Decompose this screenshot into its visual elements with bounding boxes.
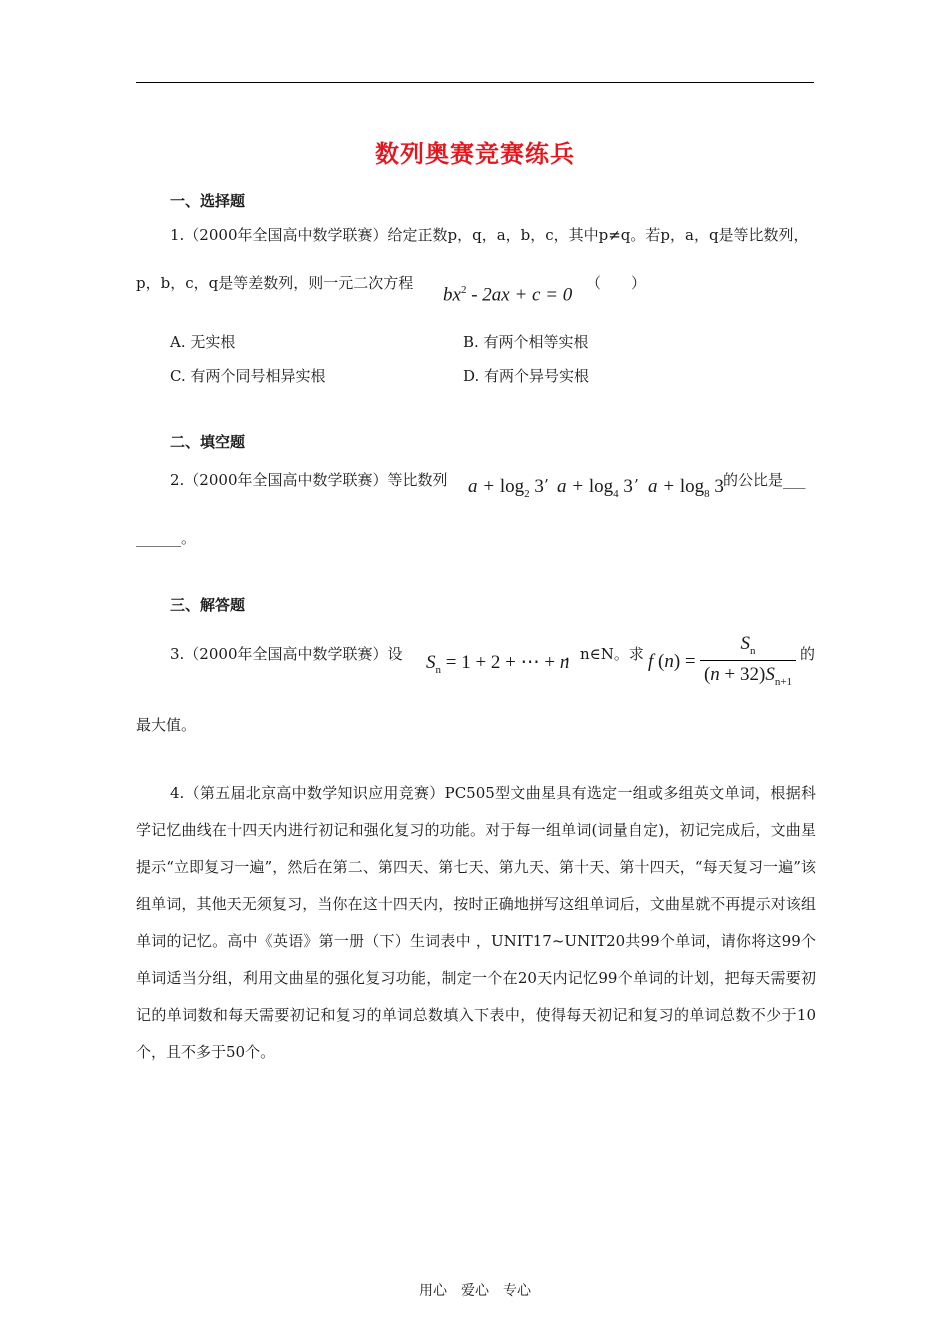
fraction-numerator: $S_n$ (740, 633, 756, 657)
question-3-sum-formula: $S_n = 1 + 2$ + ⋯ + n (426, 652, 570, 676)
question-3-prefix: 3.（2000年全国高中数学联赛）设 (170, 645, 403, 663)
section-heading-solution: 三、解答题 (170, 596, 246, 614)
option-a: A. 无实根 (170, 333, 236, 351)
question-2-term-2: $a + \log_4 3$ (557, 476, 633, 500)
section-heading-fill: 二、填空题 (170, 433, 246, 451)
option-c: C. 有两个同号相异实根 (170, 367, 326, 385)
question-1-equation: $bx^2 - 2ax + c = 0$ (443, 284, 573, 306)
question-4-paragraph: 4.（第五届北京高中数学知识应用竞赛）PC505型文曲星具有选定一组或多组英文单词，根据科学记忆曲线在十四天内进行初记和强化复习的功能。对于每一组单词(词量自定)，初记完成后，文曲星提示“立即复习一遍”，然后在第二、第四天、第七天、第九天、第十天、第十四天，“每天复习一遍”该组单词，其他天无须复习，当你在这十四天内，按时正确地拼写这组单词后，文曲星就不再提示对该组单词的记忆。高中《英语》第一册（下）生词表中 ，UNIT17~UNIT20共99个单词，请你将这99个单词适当分组，利用文曲星的强化复习功能，制定一个在20天内记忆99个单词的计划，把每天需要初记的单词数和每天需要初记和复习的单词总数填入下表中，使得每天初记和复习的单词总数不少于10个，且不多于50个。 (136, 784, 816, 1061)
fraction-bar (700, 660, 796, 661)
option-d: D. 有两个异号实根 (463, 367, 590, 385)
question-3-middle: ，n∈N。求 (565, 645, 644, 663)
question-2-suffix: 的公比是___ (723, 471, 806, 489)
fraction-denominator: $(n + 32)S_{n+1}$ (703, 663, 793, 688)
question-1-line-1: 1.（2000年全国高中数学联赛）给定正数p，q，a，b，c，其中p≠q。若p，a，q是等比数列， (170, 226, 809, 244)
question-3-fraction (700, 633, 796, 688)
question-3-end: 最大值。 (136, 716, 197, 734)
question-2-term-3: $a + \log_8 3$ (648, 476, 724, 500)
option-b: B. 有两个相等实根 (463, 333, 589, 351)
question-1-line-2: p，b，c，q是等差数列，则一元二次方程 (136, 274, 414, 292)
document-title: 数列奥赛竞赛练兵 (375, 139, 575, 168)
question-3-function: f (n) = (648, 651, 696, 672)
question-2-prefix: 2.（2000年全国高中数学联赛）等比数列 (170, 471, 448, 489)
answer-blank: ______。 (136, 529, 197, 547)
header-rule (136, 82, 814, 83)
term-separator-2: ’ (634, 476, 639, 494)
section-heading-choice: 一、选择题 (170, 192, 246, 210)
question-2-term-1: $a + \log_2 3$ (468, 476, 544, 500)
term-separator-1: ’ (544, 476, 549, 494)
question-3-suffix: 的 (800, 645, 816, 663)
answer-parentheses: （ ） (586, 274, 647, 292)
page-footer: 用心 爱心 专心 (419, 1283, 531, 1299)
